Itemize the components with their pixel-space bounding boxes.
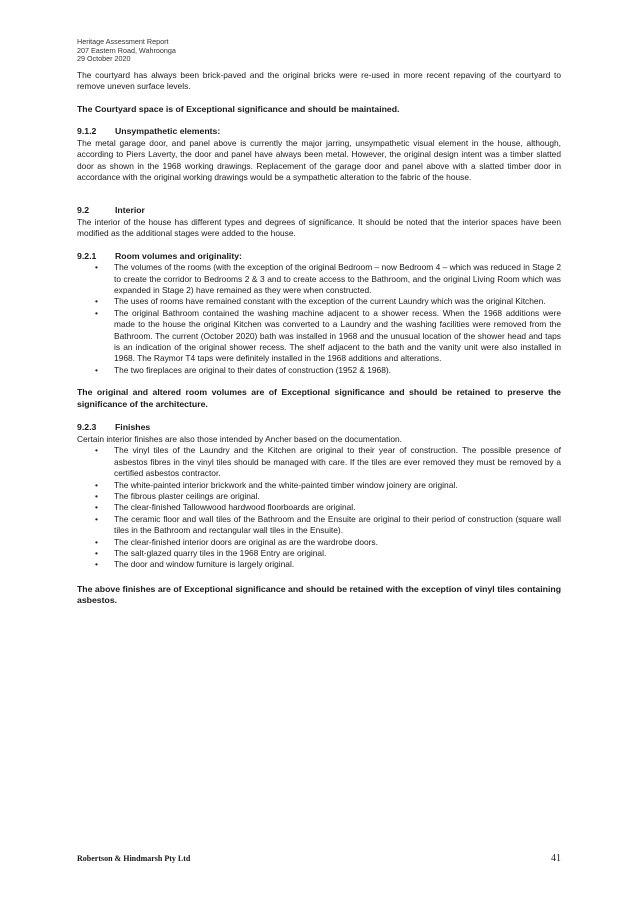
section-9-2-heading [77, 205, 561, 217]
list-item-text: The ceramic floor and wall tiles of the Bathroom and the Ensuite are original to their period of construction (square wall tiles in the Bathroom and rectangular wall tiles in the Ensuite). [114, 513, 561, 536]
header-report-title: Heritage Assessment Report [77, 37, 169, 46]
section-9-2-3-text: Certain interior finishes are also those intended by Ancher based on the documentation. [77, 433, 402, 444]
bullet-icon: • [95, 262, 98, 273]
section-number: 9.2.3 [77, 422, 97, 433]
list-item-text: The original Bathroom contained the washing machine adjacent to a shower recess. When the 1968 additions were made to the house the original Kitchen was converted to a Laundry and the washing facilities were removed from the Bathroom. The current (October 2020) bath was installed in 1968 and the unusual location of the shower head and taps is an indication of the original shower recess. The shelf adjacent to the bath and the vanity unit were also installed in 1968. The Raymor T4 taps were definitely installed in the 1968 additions and alterations. [114, 307, 561, 364]
courtyard-significance-statement: The Courtyard space is of Exceptional significance and should be maintained. [77, 103, 400, 114]
page-footer [77, 854, 561, 863]
bullet-icon: • [95, 364, 98, 375]
list-item [77, 548, 561, 559]
list-item-text: The uses of rooms have remained constant with the exception of the current Laundry which was the original Kitchen. [114, 296, 546, 307]
bullet-icon: • [95, 513, 98, 524]
list-item [77, 537, 561, 548]
list-item-text: The clear-finished interior doors are original as are the wardrobe doors. [114, 536, 378, 547]
list-item [77, 308, 561, 365]
header-date: 29 October 2020 [77, 54, 131, 64]
bullet-icon: • [95, 479, 98, 490]
list-item [77, 480, 561, 491]
section-9-2-text: The interior of the house has different types and degrees of significance. It should be noted that the interior spaces have been modified as the additional stages were added to the house. [77, 216, 561, 239]
list-item-text: The clear-finished Tallowwood hardwood floorboards are original. [114, 502, 356, 513]
report-page [77, 38, 561, 607]
room-volumes-significance-statement: The original and altered room volumes are of Exceptional significance and should be retained to preserve the significance of the architecture. [77, 387, 561, 409]
footer-company-name: Robertson & Hindmarsh Pty Ltd [77, 854, 191, 863]
room-volumes-list [77, 262, 561, 376]
section-number: 9.2 [77, 205, 90, 216]
list-item-text: The volumes of the rooms (with the exception of the original Bedroom – now Bedroom 4 – which was reduced in Stage 2 to create the corridor to Bedrooms 2 & 3 and to create access to the Bathroom, and the original Living Room which was expanded in Stage 2) have remained as they were when constructed. [114, 262, 561, 295]
header-address: 207 Eastern Road, Wahroonga [77, 45, 176, 55]
list-item-text: The fibrous plaster ceilings are original. [114, 490, 260, 501]
finishes-significance-statement: The above finishes are of Exceptional significance and should be retained with the exception of vinyl tiles containing asbestos. [77, 583, 561, 606]
list-item [77, 514, 561, 537]
bullet-icon: • [95, 502, 98, 513]
list-item-text: The door and window furniture is largely original. [114, 559, 295, 570]
section-title: Unsympathetic elements: [115, 126, 221, 137]
section-number: 9.1.2 [77, 126, 97, 137]
list-item [77, 365, 561, 376]
list-item [77, 296, 561, 307]
bullet-icon: • [95, 307, 98, 318]
finishes-list [77, 445, 561, 570]
list-item [77, 502, 561, 513]
list-item-text: The white-painted interior brickwork and the white-painted timber window joinery are original. [114, 479, 458, 490]
section-9-2-3-heading [77, 422, 561, 434]
list-item [77, 262, 561, 296]
list-item [77, 491, 561, 502]
list-item [77, 445, 561, 479]
bullet-icon: • [95, 490, 98, 501]
courtyard-paragraph: The courtyard has always been brick-paved and the original bricks were re-used in more recent repaving of the courtyard to remove uneven surface levels. [77, 69, 561, 92]
section-9-1-2-heading [77, 126, 561, 138]
bullet-icon: • [95, 536, 98, 547]
list-item [77, 559, 561, 570]
section-number: 9.2.1 [77, 250, 97, 261]
list-item-text: The two fireplaces are original to their dates of construction (1952 & 1968). [114, 364, 391, 375]
bullet-icon: • [95, 296, 98, 307]
bullet-icon: • [95, 559, 98, 570]
section-title: Finishes [115, 422, 151, 433]
section-title: Room volumes and originality: [115, 250, 242, 261]
page-number: 41 [551, 853, 561, 864]
running-header [77, 38, 561, 64]
section-title: Interior [115, 205, 145, 216]
list-item-text: The vinyl tiles of the Laundry and the Kitchen are original to their year of construction. The possible presence of asbestos fibres in the vinyl tiles should be managed with care. If the tiles are ever removed they must be removed by a certified asbestos contractor. [114, 445, 561, 479]
list-item-text: The salt-glazed quarry tiles in the 1968 Entry are original. [114, 547, 327, 558]
bullet-icon: • [95, 445, 98, 456]
bullet-icon: • [95, 547, 98, 558]
section-9-1-2-text: The metal garage door, and panel above is currently the major jarring, unsympathetic visual element in the house, although, according to Piers Laverty, the door and panel have always been metal. However, the original design intent was a timber slatted door as shown in the 1968 working drawings. Replacement of the garage door and panel above with a slatted timber door in accordance with the original working drawings would be a sympathetic alteration to the fabric of the house. [77, 137, 561, 182]
section-9-2-1-heading [77, 251, 561, 263]
